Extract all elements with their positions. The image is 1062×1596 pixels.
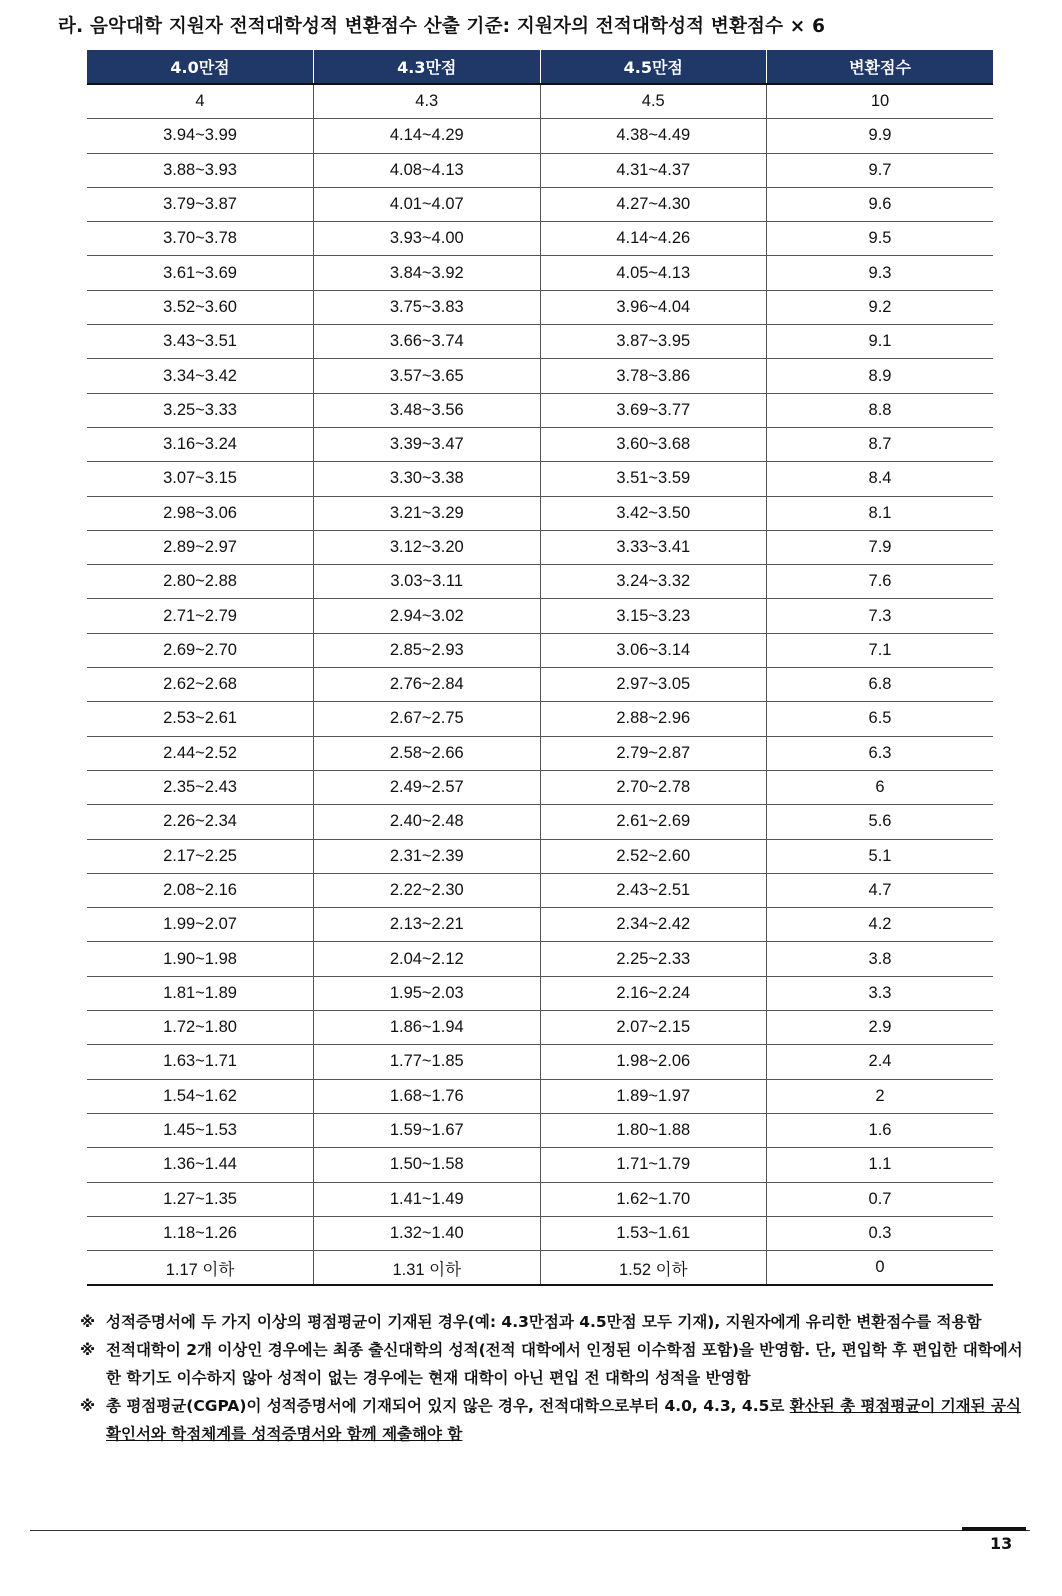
cell-4-5-scale: 2.97~3.05 — [540, 668, 767, 702]
table-row — [87, 325, 993, 359]
table-row — [87, 187, 993, 221]
cell-4-0-scale: 2.89~2.97 — [87, 530, 314, 564]
cell-converted-score: 6.5 — [767, 702, 994, 736]
cell-4-3-scale: 3.12~3.20 — [314, 530, 541, 564]
cell-4-5-scale: 2.52~2.60 — [540, 839, 767, 873]
cell-4-5-scale: 3.87~3.95 — [540, 325, 767, 359]
cell-converted-score: 9.2 — [767, 290, 994, 324]
cell-4-0-scale: 2.08~2.16 — [87, 873, 314, 907]
cell-4-0-scale: 3.79~3.87 — [87, 187, 314, 221]
cell-4-0-scale: 2.44~2.52 — [87, 736, 314, 770]
cell-converted-score: 4.7 — [767, 873, 994, 907]
cell-4-3-scale: 2.22~2.30 — [314, 873, 541, 907]
table-row — [87, 393, 993, 427]
reference-mark-icon: ※ — [80, 1341, 96, 1359]
cell-4-3-scale: 3.21~3.29 — [314, 496, 541, 530]
cell-4-3-scale: 1.32~1.40 — [314, 1216, 541, 1250]
cell-4-5-scale: 1.71~1.79 — [540, 1148, 767, 1182]
table-row — [87, 530, 993, 564]
cell-4-0-scale: 1.99~2.07 — [87, 908, 314, 942]
cell-converted-score: 8.8 — [767, 393, 994, 427]
cell-4-5-scale: 4.31~4.37 — [540, 153, 767, 187]
cell-4-0-scale: 3.94~3.99 — [87, 119, 314, 153]
table-row — [87, 1216, 993, 1250]
cell-converted-score: 9.5 — [767, 222, 994, 256]
cell-4-0-scale: 1.81~1.89 — [87, 976, 314, 1010]
cell-4-0-scale: 2.26~2.34 — [87, 805, 314, 839]
cell-4-3-scale: 1.68~1.76 — [314, 1079, 541, 1113]
table-row — [87, 805, 993, 839]
table-row — [87, 1011, 993, 1045]
cell-4-3-scale: 4.3 — [314, 84, 541, 119]
cell-4-5-scale: 2.16~2.24 — [540, 976, 767, 1010]
page-number: 13 — [990, 1534, 1013, 1553]
table-header-row — [87, 50, 993, 84]
cell-converted-score: 9.6 — [767, 187, 994, 221]
cell-4-0-scale: 1.72~1.80 — [87, 1011, 314, 1045]
cell-converted-score: 7.3 — [767, 599, 994, 633]
cell-4-0-scale: 2.62~2.68 — [87, 668, 314, 702]
cell-converted-score: 8.4 — [767, 462, 994, 496]
cell-4-5-scale: 3.78~3.86 — [540, 359, 767, 393]
cell-4-0-scale: 3.07~3.15 — [87, 462, 314, 496]
cell-4-3-scale: 2.76~2.84 — [314, 668, 541, 702]
cell-4-5-scale: 1.62~1.70 — [540, 1182, 767, 1216]
note-text: 전적대학이 2개 이상인 경우에는 최종 출신대학의 성적(전적 대학에서 인정된 이수학점 포함)을 반영함. 단, 편입학 후 편입한 대학에서 한 학기도 이수하지 않아 성적이 없는 경우에는 현재 대학이 아닌 편입 전 대학의 성적을 반영함 — [106, 1341, 1023, 1387]
table-row — [87, 359, 993, 393]
cell-4-5-scale: 2.61~2.69 — [540, 805, 767, 839]
cell-4-0-scale: 3.16~3.24 — [87, 427, 314, 461]
cell-4-0-scale: 1.27~1.35 — [87, 1182, 314, 1216]
cell-4-5-scale: 3.15~3.23 — [540, 599, 767, 633]
table-row — [87, 84, 993, 119]
cell-4-5-scale: 1.52 이하 — [540, 1251, 767, 1286]
cell-4-5-scale: 3.42~3.50 — [540, 496, 767, 530]
cell-converted-score: 7.1 — [767, 633, 994, 667]
cell-4-3-scale: 2.67~2.75 — [314, 702, 541, 736]
cell-4-0-scale: 3.25~3.33 — [87, 393, 314, 427]
cell-4-5-scale: 3.24~3.32 — [540, 565, 767, 599]
table-row — [87, 222, 993, 256]
cell-4-3-scale: 3.93~4.00 — [314, 222, 541, 256]
cell-converted-score: 9.9 — [767, 119, 994, 153]
note-text: 성적증명서에 두 가지 이상의 평점평균이 기재된 경우(예: 4.3만점과 4.5만점 모두 기재), 지원자에게 유리한 변환점수를 적용함 — [106, 1313, 982, 1331]
cell-4-3-scale: 3.03~3.11 — [314, 565, 541, 599]
cell-4-5-scale: 1.53~1.61 — [540, 1216, 767, 1250]
cell-converted-score: 1.1 — [767, 1148, 994, 1182]
cell-4-3-scale: 2.85~2.93 — [314, 633, 541, 667]
table-row — [87, 153, 993, 187]
cell-4-0-scale: 2.53~2.61 — [87, 702, 314, 736]
cell-4-5-scale: 2.43~2.51 — [540, 873, 767, 907]
cell-4-3-scale: 2.04~2.12 — [314, 942, 541, 976]
cell-4-0-scale: 1.90~1.98 — [87, 942, 314, 976]
cell-4-3-scale: 4.14~4.29 — [314, 119, 541, 153]
grade-conversion-table — [87, 50, 993, 1286]
cell-4-0-scale: 3.70~3.78 — [87, 222, 314, 256]
cell-4-0-scale: 4 — [87, 84, 314, 119]
table-row — [87, 1079, 993, 1113]
cell-converted-score: 7.9 — [767, 530, 994, 564]
cell-4-5-scale: 1.80~1.88 — [540, 1113, 767, 1147]
cell-4-3-scale: 3.39~3.47 — [314, 427, 541, 461]
table-row — [87, 427, 993, 461]
cell-converted-score: 4.2 — [767, 908, 994, 942]
cell-4-3-scale: 4.08~4.13 — [314, 153, 541, 187]
table-row — [87, 1113, 993, 1147]
cell-4-0-scale: 3.43~3.51 — [87, 325, 314, 359]
cell-4-3-scale: 1.95~2.03 — [314, 976, 541, 1010]
cell-converted-score: 0.7 — [767, 1182, 994, 1216]
table-row — [87, 668, 993, 702]
cell-converted-score: 5.6 — [767, 805, 994, 839]
table-row — [87, 599, 993, 633]
cell-4-3-scale: 1.41~1.49 — [314, 1182, 541, 1216]
cell-converted-score: 6.8 — [767, 668, 994, 702]
cell-4-3-scale: 2.40~2.48 — [314, 805, 541, 839]
cell-4-5-scale: 4.27~4.30 — [540, 187, 767, 221]
cell-4-0-scale: 2.71~2.79 — [87, 599, 314, 633]
cell-4-3-scale: 1.86~1.94 — [314, 1011, 541, 1045]
table-row — [87, 462, 993, 496]
table-row — [87, 496, 993, 530]
cell-converted-score: 9.3 — [767, 256, 994, 290]
cell-4-5-scale: 2.70~2.78 — [540, 770, 767, 804]
cell-converted-score: 0.3 — [767, 1216, 994, 1250]
cell-converted-score: 8.1 — [767, 496, 994, 530]
cell-4-0-scale: 2.98~3.06 — [87, 496, 314, 530]
reference-mark-icon: ※ — [80, 1313, 96, 1331]
cell-4-0-scale: 3.88~3.93 — [87, 153, 314, 187]
cell-4-3-scale: 3.57~3.65 — [314, 359, 541, 393]
note-multiple-colleges — [80, 1336, 1030, 1392]
section-heading: 라. 음악대학 지원자 전적대학성적 변환점수 산출 기준: 지원자의 전적대학성적 변환점수 × 6 — [58, 16, 826, 37]
cell-4-0-scale: 1.63~1.71 — [87, 1045, 314, 1079]
cell-4-3-scale: 1.59~1.67 — [314, 1113, 541, 1147]
table-row — [87, 976, 993, 1010]
cell-4-0-scale: 3.61~3.69 — [87, 256, 314, 290]
cell-converted-score: 2.9 — [767, 1011, 994, 1045]
cell-converted-score: 0 — [767, 1251, 994, 1286]
footer-divider — [30, 1530, 1030, 1531]
cell-4-3-scale: 4.01~4.07 — [314, 187, 541, 221]
reference-mark-icon: ※ — [80, 1397, 96, 1415]
cell-4-5-scale: 2.79~2.87 — [540, 736, 767, 770]
table-row — [87, 839, 993, 873]
table-row — [87, 908, 993, 942]
cell-4-5-scale: 2.34~2.42 — [540, 908, 767, 942]
cell-converted-score: 2 — [767, 1079, 994, 1113]
cell-4-5-scale: 1.89~1.97 — [540, 1079, 767, 1113]
table-row — [87, 119, 993, 153]
cell-4-5-scale: 3.06~3.14 — [540, 633, 767, 667]
column-header-4-5-scale: 4.5만점 — [540, 50, 767, 84]
cell-4-0-scale: 1.18~1.26 — [87, 1216, 314, 1250]
cell-4-0-scale: 2.69~2.70 — [87, 633, 314, 667]
cell-4-5-scale: 2.25~2.33 — [540, 942, 767, 976]
cell-4-5-scale: 3.60~3.68 — [540, 427, 767, 461]
notes-section — [80, 1308, 1030, 1448]
cell-converted-score: 2.4 — [767, 1045, 994, 1079]
cell-4-5-scale: 4.38~4.49 — [540, 119, 767, 153]
cell-4-3-scale: 1.77~1.85 — [314, 1045, 541, 1079]
table-row — [87, 873, 993, 907]
cell-4-3-scale: 3.48~3.56 — [314, 393, 541, 427]
cell-converted-score: 3.8 — [767, 942, 994, 976]
cell-4-0-scale: 2.17~2.25 — [87, 839, 314, 873]
cell-4-5-scale: 3.33~3.41 — [540, 530, 767, 564]
table-row — [87, 565, 993, 599]
cell-4-3-scale: 3.66~3.74 — [314, 325, 541, 359]
table-row — [87, 702, 993, 736]
cell-4-0-scale: 1.45~1.53 — [87, 1113, 314, 1147]
column-header-4-3-scale: 4.3만점 — [314, 50, 541, 84]
page-number-bar — [962, 1527, 1026, 1531]
cell-converted-score: 6 — [767, 770, 994, 804]
cell-4-3-scale: 2.94~3.02 — [314, 599, 541, 633]
cell-converted-score: 1.6 — [767, 1113, 994, 1147]
table-row — [87, 1251, 993, 1286]
cell-4-5-scale: 3.51~3.59 — [540, 462, 767, 496]
cell-4-0-scale: 1.36~1.44 — [87, 1148, 314, 1182]
cell-4-0-scale: 2.80~2.88 — [87, 565, 314, 599]
table-row — [87, 1045, 993, 1079]
cell-4-0-scale: 1.54~1.62 — [87, 1079, 314, 1113]
cell-converted-score: 3.3 — [767, 976, 994, 1010]
note-underlined-text: 환산된 총 평점평균이 기재된 공식 확인서와 학점체계를 성적증명서와 함께 제출해야 함 — [106, 1397, 1021, 1443]
column-header-converted-score: 변환점수 — [767, 50, 994, 84]
cell-4-3-scale: 1.50~1.58 — [314, 1148, 541, 1182]
cell-4-5-scale: 1.98~2.06 — [540, 1045, 767, 1079]
table-row — [87, 770, 993, 804]
cell-4-3-scale: 2.31~2.39 — [314, 839, 541, 873]
cell-4-3-scale: 2.49~2.57 — [314, 770, 541, 804]
cell-4-0-scale: 1.17 이하 — [87, 1251, 314, 1286]
cell-converted-score: 6.3 — [767, 736, 994, 770]
table-row — [87, 1148, 993, 1182]
note-multiple-gpa — [80, 1308, 1030, 1336]
note-text: 총 평점평균(CGPA)이 성적증명서에 기재되어 있지 않은 경우, 전적대학으로부터 4.0, 4.3, 4.5로 — [106, 1397, 790, 1415]
table-row — [87, 736, 993, 770]
cell-4-3-scale: 1.31 이하 — [314, 1251, 541, 1286]
table-row — [87, 290, 993, 324]
cell-4-3-scale: 2.13~2.21 — [314, 908, 541, 942]
cell-converted-score: 8.7 — [767, 427, 994, 461]
cell-4-5-scale: 4.5 — [540, 84, 767, 119]
cell-converted-score: 7.6 — [767, 565, 994, 599]
cell-4-3-scale: 3.30~3.38 — [314, 462, 541, 496]
column-header-4-0-scale: 4.0만점 — [87, 50, 314, 84]
cell-converted-score: 10 — [767, 84, 994, 119]
cell-4-5-scale: 3.69~3.77 — [540, 393, 767, 427]
cell-4-3-scale: 2.58~2.66 — [314, 736, 541, 770]
table-row — [87, 1182, 993, 1216]
cell-4-5-scale: 4.05~4.13 — [540, 256, 767, 290]
table-row — [87, 633, 993, 667]
table-row — [87, 256, 993, 290]
cell-4-3-scale: 3.75~3.83 — [314, 290, 541, 324]
table-body — [87, 84, 993, 1285]
cell-4-5-scale: 2.88~2.96 — [540, 702, 767, 736]
cell-4-5-scale: 4.14~4.26 — [540, 222, 767, 256]
cell-4-0-scale: 2.35~2.43 — [87, 770, 314, 804]
note-cgpa-missing — [80, 1392, 1030, 1448]
cell-converted-score: 9.7 — [767, 153, 994, 187]
cell-converted-score: 5.1 — [767, 839, 994, 873]
cell-4-0-scale: 3.34~3.42 — [87, 359, 314, 393]
cell-4-5-scale: 3.96~4.04 — [540, 290, 767, 324]
table-row — [87, 942, 993, 976]
cell-converted-score: 8.9 — [767, 359, 994, 393]
cell-converted-score: 9.1 — [767, 325, 994, 359]
cell-4-5-scale: 2.07~2.15 — [540, 1011, 767, 1045]
cell-4-3-scale: 3.84~3.92 — [314, 256, 541, 290]
cell-4-0-scale: 3.52~3.60 — [87, 290, 314, 324]
